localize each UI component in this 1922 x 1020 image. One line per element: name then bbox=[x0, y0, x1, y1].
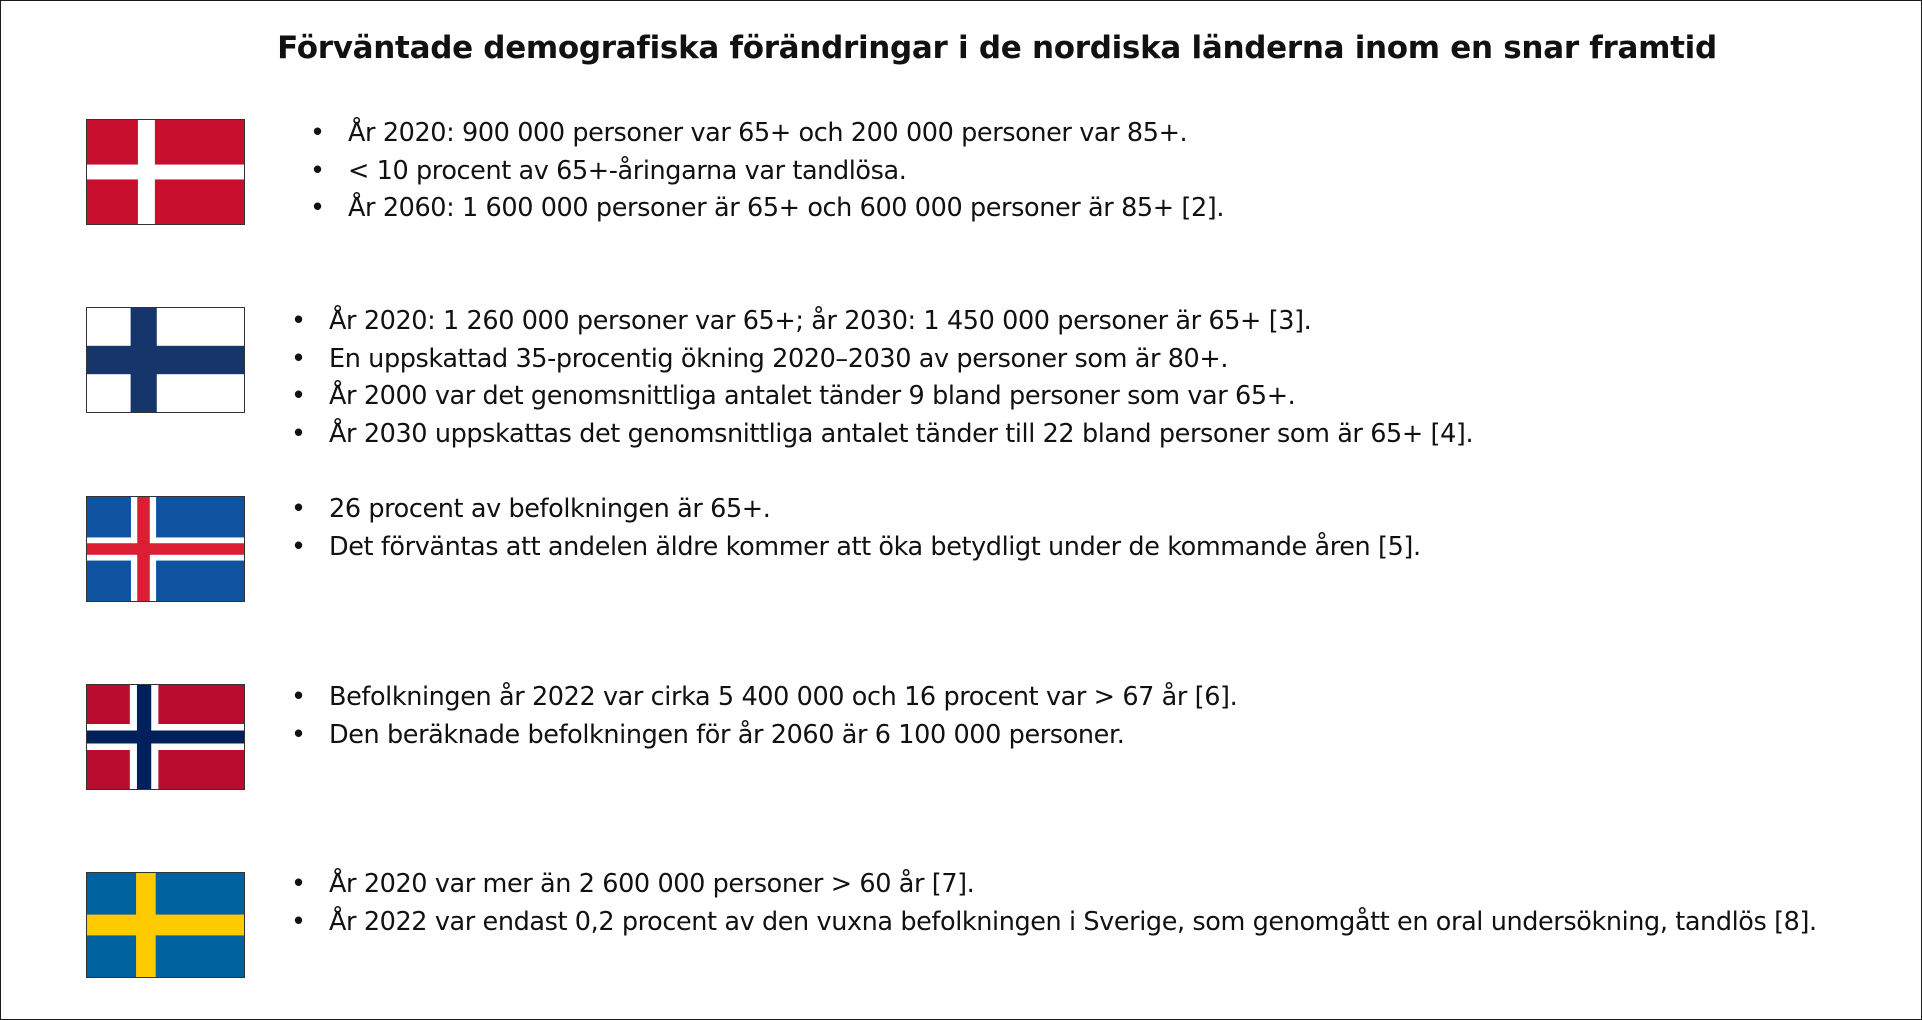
bullet-item: • Befolkningen år 2022 var cirka 5 400 000 och 16 procent var > 67 år [6]. bbox=[291, 679, 1237, 717]
figure-title: Förväntade demografiska förändringar i de nordiska länderna inom en snar framtid bbox=[277, 30, 1717, 66]
iceland-bullet-list bbox=[291, 491, 1421, 566]
sweden-bullet-list bbox=[291, 866, 1817, 941]
bullet-item: • År 2020 var mer än 2 600 000 personer > 60 år [7]. bbox=[291, 866, 1817, 904]
bullet-item: • År 2000 var det genomsnittliga antalet tänder 9 bland personer som var 65+. bbox=[291, 378, 1473, 416]
finland-flag-icon bbox=[86, 307, 245, 413]
sweden-flag-icon bbox=[86, 872, 245, 978]
bullet-item: • År 2030 uppskattas det genomsnittliga antalet tänder till 22 bland personer som är 65+ [4]. bbox=[291, 416, 1473, 454]
bullet-item: • År 2022 var endast 0,2 procent av den vuxna befolkningen i Sverige, som genomgått en oral undersökning, tandlös [8]. bbox=[291, 904, 1817, 942]
bullet-item: • År 2060: 1 600 000 personer är 65+ och 600 000 personer är 85+ [2]. bbox=[310, 190, 1224, 228]
bullet-item: • År 2020: 900 000 personer var 65+ och 200 000 personer var 85+. bbox=[310, 115, 1224, 153]
bullet-item: • Den beräknade befolkningen för år 2060 är 6 100 000 personer. bbox=[291, 717, 1237, 755]
bullet-item: • 26 procent av befolkningen är 65+. bbox=[291, 491, 1421, 529]
iceland-flag-icon bbox=[86, 496, 245, 602]
bullet-item: • < 10 procent av 65+-åringarna var tandlösa. bbox=[310, 153, 1224, 191]
bullet-item: • En uppskattad 35-procentig ökning 2020–2030 av personer som är 80+. bbox=[291, 341, 1473, 379]
bullet-item: • År 2020: 1 260 000 personer var 65+; år 2030: 1 450 000 personer är 65+ [3]. bbox=[291, 303, 1473, 341]
finland-bullet-list bbox=[291, 303, 1473, 453]
denmark-flag-icon bbox=[86, 119, 245, 225]
norway-bullet-list bbox=[291, 679, 1237, 754]
bullet-item: • Det förväntas att andelen äldre kommer att öka betydligt under de kommande åren [5]. bbox=[291, 529, 1421, 567]
denmark-bullet-list bbox=[310, 115, 1224, 228]
norway-flag-icon bbox=[86, 684, 245, 790]
